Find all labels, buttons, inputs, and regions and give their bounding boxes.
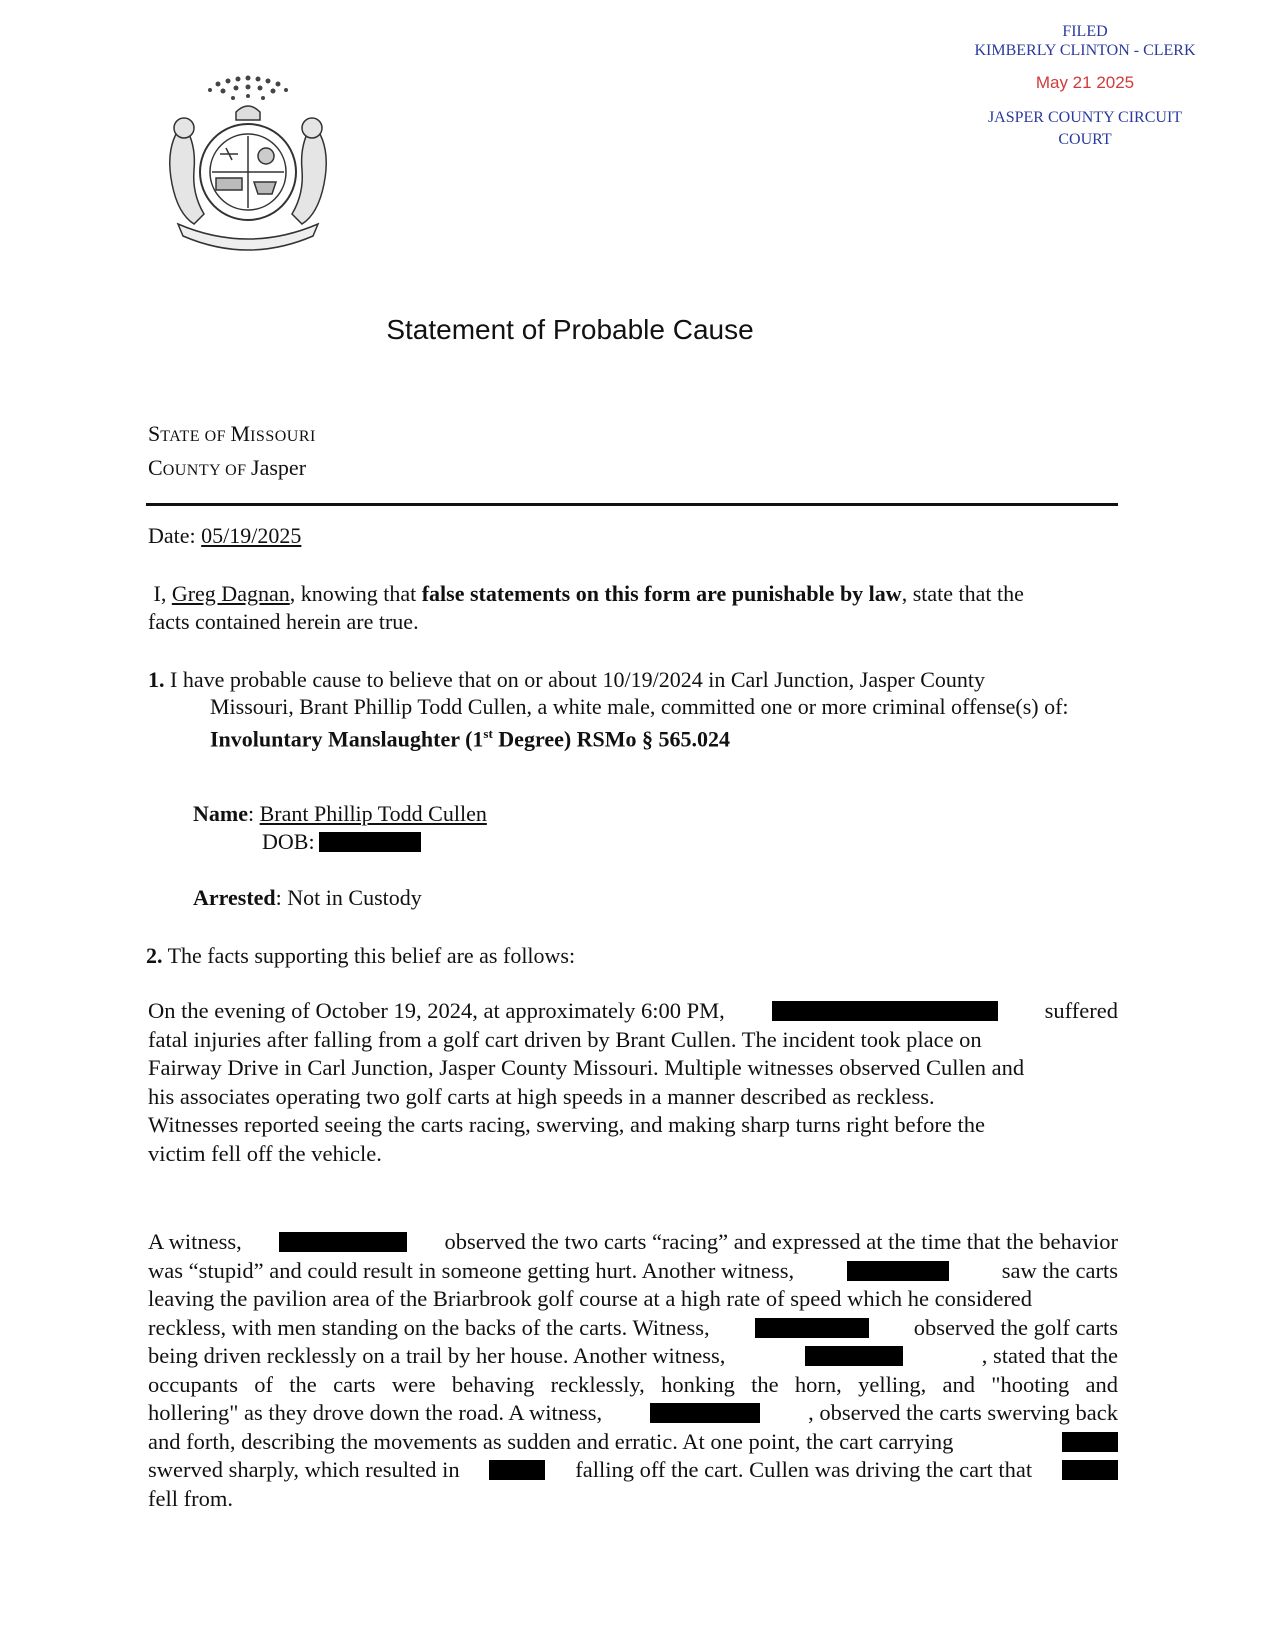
filed-label: FILED	[1062, 23, 1108, 40]
court-name: JASPER COUNTY CIRCUIT COURT	[987, 109, 1183, 148]
venue-block	[148, 418, 316, 486]
item-2: 2. The facts supporting this belief are as follows:	[146, 943, 576, 968]
document-title: Statement of Probable Cause	[386, 314, 754, 345]
redaction	[805, 1346, 903, 1366]
filed-date: May 21 2025	[1035, 73, 1135, 92]
affiant-name: Greg Dagnan	[171, 581, 290, 606]
redaction	[772, 1001, 998, 1021]
defendant-dob: DOB:	[262, 828, 421, 856]
clerk-name: KIMBERLY CLINTON - CLERK	[974, 42, 1196, 59]
narrative-paragraph-2: A witness, observed the two carts “racing” and expressed at the time that the behavior was “stupid” and could result in someone getting hurt. Another witness, saw the carts leaving the pavilion area of the Briarbrook golf course at a high rate of speed which he considered reckless, with men standing on the backs of the carts. Witness, observed the golf carts being driven recklessly on a trail by her house. Another witness, , stated that the occupants of the carts were behaving recklessly, honking the horn, yelling, and "hooting and hollering" as they drove down the road. A witness, , observed the carts swerving back and forth, describing the movements as sudden and erratic. At one point, the cart carrying swerved sharply, which resulted in falling off the cart. Cullen was driving the cart that fell from.	[148, 1229, 1118, 1511]
redaction	[650, 1403, 760, 1423]
venue-county: COUNTY OF Jasper	[148, 455, 307, 480]
redaction	[319, 832, 421, 852]
defendant-name: Name: Brant Phillip Todd Cullen	[193, 801, 487, 826]
offense: Involuntary Manslaughter (1st Degree) RSMo § 565.024	[210, 726, 731, 752]
redaction	[847, 1261, 949, 1281]
redaction	[279, 1232, 407, 1252]
narrative-paragraph-1: On the evening of October 19, 2024, at approximately 6:00 PM, suffered fatal injuries after falling from a golf cart driven by Brant Cullen. The incident took place on Fairway Drive in Carl Junction, Jasper County Missouri. Multiple witnesses observed Cullen and his associates operating two golf carts at high speeds in a manner described as reckless. Witnesses reported seeing the carts racing, swerving, and making sharp turns right before the victim fell off the vehicle.	[148, 998, 1118, 1166]
state-seal-icon	[148, 74, 348, 254]
redaction	[1062, 1432, 1118, 1452]
venue-state: STATE OF MISSOURI	[148, 421, 316, 446]
affiant-statement: I, Greg Dagnan, knowing that false statements on this form are punishable by law, state that the facts contained herein are true.	[148, 581, 1024, 634]
divider	[146, 503, 1118, 506]
item-1: 1. I have probable cause to believe that on or about 10/19/2024 in Carl Junction, Jasper County Missouri, Brant Phillip Todd Cullen, a white male, committed one or more criminal offense(s) of: Involuntary Manslaughter (1st Degree) RSMo § 565.024	[148, 666, 1133, 752]
filed-stamp	[960, 22, 1210, 151]
redaction	[1062, 1460, 1118, 1480]
document-date: Date: 05/19/2025	[148, 523, 302, 548]
redaction	[489, 1460, 545, 1480]
redaction	[755, 1318, 869, 1338]
arrest-status: Arrested: Not in Custody	[193, 885, 422, 910]
